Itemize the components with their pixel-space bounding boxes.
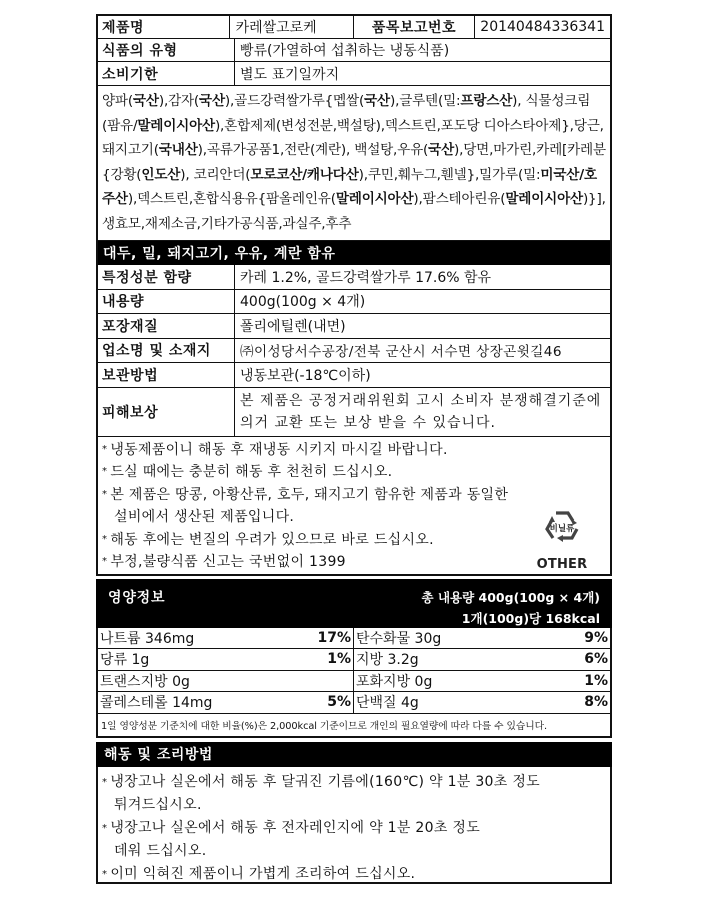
caution-notes — [96, 437, 612, 576]
nutrition-row — [98, 628, 610, 650]
food-label — [96, 14, 612, 884]
cooking-line: * 냉장고나 실온에서 해동 후 달궈진 기름에(160℃) 약 1분 30초 정도 — [102, 773, 540, 790]
food-type-row — [98, 39, 610, 62]
detail-row — [98, 314, 610, 339]
report-number-label: 품목보고번호 — [353, 16, 476, 38]
expiry-value: 별도 표기일까지 — [240, 66, 340, 83]
detail-value: 400g(100g × 4개) — [240, 294, 366, 311]
product-name-value: 카레쌀고로케 — [235, 20, 317, 36]
note-line: * 냉동제품이니 해동 후 재냉동 시키지 마시길 바랍니다. — [102, 441, 448, 458]
compensation-label: 피해보상 — [98, 388, 235, 436]
recycle-vinyl-icon — [539, 507, 585, 547]
nutrition-footnote: 1일 영양성분 기준치에 대한 비율(%)은 2,000kcal 기준이므로 개인의 필요열량에 따라 다를 수 있습니다. — [101, 720, 547, 732]
detail-row — [98, 363, 610, 388]
nutrient-cell: 포화지방 0g 1% — [356, 672, 608, 690]
detail-row — [98, 265, 610, 290]
detail-value: 카레 1.2%, 골드강력쌀가루 17.6% 함유 — [240, 269, 492, 286]
cooking-header: 해동 및 조리방법 — [96, 742, 612, 767]
nutrient-cell: 당류 1g 1% — [98, 649, 354, 670]
nutrient-cell: 지방 3.2g 6% — [356, 651, 608, 669]
food-type-value: 빵류(가열하여 섭취하는 냉동식품) — [240, 43, 450, 59]
calories-per-serving: 1개(100g)당 168kcal — [461, 610, 600, 626]
detail-label: 내용량 — [98, 290, 235, 314]
detail-row — [98, 339, 610, 364]
nutrition-header — [96, 579, 612, 628]
cooking-line: * 냉장고나 실온에서 해동 후 전자레인지에 약 1분 20초 정도 — [102, 819, 481, 836]
allergen-banner: 대두, 밀, 돼지고기, 우유, 계란 함유 — [98, 241, 610, 265]
cooking-instructions — [96, 767, 612, 884]
food-type-label: 식품의 유형 — [98, 39, 235, 61]
note-line: * 드실 때에는 충분히 해동 후 천천히 드십시오. — [102, 464, 393, 480]
expiry-row — [98, 62, 610, 86]
note-line: 설비에서 생산된 제품입니다. — [114, 509, 295, 525]
detail-label: 업소명 및 소재지 — [98, 339, 235, 363]
total-content: 총 내용량 400g(100g × 4개) — [421, 589, 600, 605]
compensation-value — [235, 388, 610, 436]
expiry-label: 소비기한 — [98, 62, 235, 85]
nutrient-cell: 콜레스테롤 14mg 5% — [98, 692, 354, 713]
cooking-line: * 이미 익혀진 제품이니 가볍게 조리하여 드십시오. — [102, 865, 416, 882]
nutrition-summary — [422, 587, 600, 629]
product-info-table — [96, 14, 612, 437]
compensation-row — [98, 388, 610, 437]
detail-row — [98, 290, 610, 315]
detail-value: 냉동보관(-18℃이하) — [240, 367, 371, 384]
detail-label: 보관방법 — [98, 363, 235, 387]
report-number-value: 20140484336341 — [480, 19, 605, 35]
detail-value: ㈜이성당서수공장/전북 군산시 서수면 상장곤윗길46 — [240, 344, 562, 361]
nutrition-row — [98, 671, 610, 693]
detail-label: 포장재질 — [98, 314, 235, 338]
note-line: * 본 제품은 땅콩, 아황산류, 호두, 돼지고기 함유한 제품과 동일한 — [102, 486, 509, 503]
nutrient-cell: 단백질 4g 8% — [356, 694, 608, 712]
recycle-mark — [536, 507, 588, 577]
nutrient-cell: 나트륨 346mg 17% — [98, 628, 354, 649]
nutrition-title: 영양정보 — [108, 589, 166, 606]
compensation-line: 의거 교환 또는 보상 받을 수 있습니다. — [240, 414, 497, 431]
nutrient-cell: 탄수화물 30g 9% — [356, 629, 608, 647]
ingredients-text: 양파(국산),감자(국산),골드강력쌀가루{멥쌀(국산),글루텐(밀:프랑스산), 식물성크림(팜유/말레이시아산),혼합제제(변성전분,백설탕),덱스트린,포도당 디아스타아제},당근,돼지고기(국내산),곡류가공품1,전란(계란), 백설탕,우유(국산),당면,마가린,카레[카레분{강황(인도산), 코리안더(모로코산/캐나다산),쿠민,훼누그,휀넬},밀가루(밀:미국산/호주산),덱스트린,혼합식용유{팜올레인유(말레이시아산),팜스테아린유(말레이시아산)}],생효모,재제소금,기타가공식품,과실주,후추 — [98, 86, 610, 241]
svg-text:비닐류: 비닐류 — [549, 523, 575, 534]
note-line: * 해동 후에는 변질의 우려가 있으므로 바로 드십시오. — [102, 531, 434, 548]
nutrient-cell: 트랜스지방 0g — [98, 671, 354, 692]
detail-label: 특정성분 함량 — [98, 265, 235, 289]
nutrition-table — [96, 628, 612, 738]
recycle-label: OTHER — [536, 557, 588, 572]
compensation-line: 본 제품은 공정거래위원회 고시 소비자 분쟁해결기준에 — [240, 392, 602, 409]
note-line: * 부정,불량식품 신고는 국번없이 1399 — [102, 554, 346, 570]
nutrition-row — [98, 692, 610, 714]
product-name-label: 제품명 — [98, 16, 230, 38]
nutrition-row — [98, 649, 610, 671]
cooking-line: 튀겨드십시오. — [114, 796, 202, 813]
cooking-line: 데워 드십시오. — [114, 842, 207, 859]
product-name-row — [98, 16, 610, 39]
detail-value: 폴리에틸렌(내면) — [240, 318, 346, 335]
